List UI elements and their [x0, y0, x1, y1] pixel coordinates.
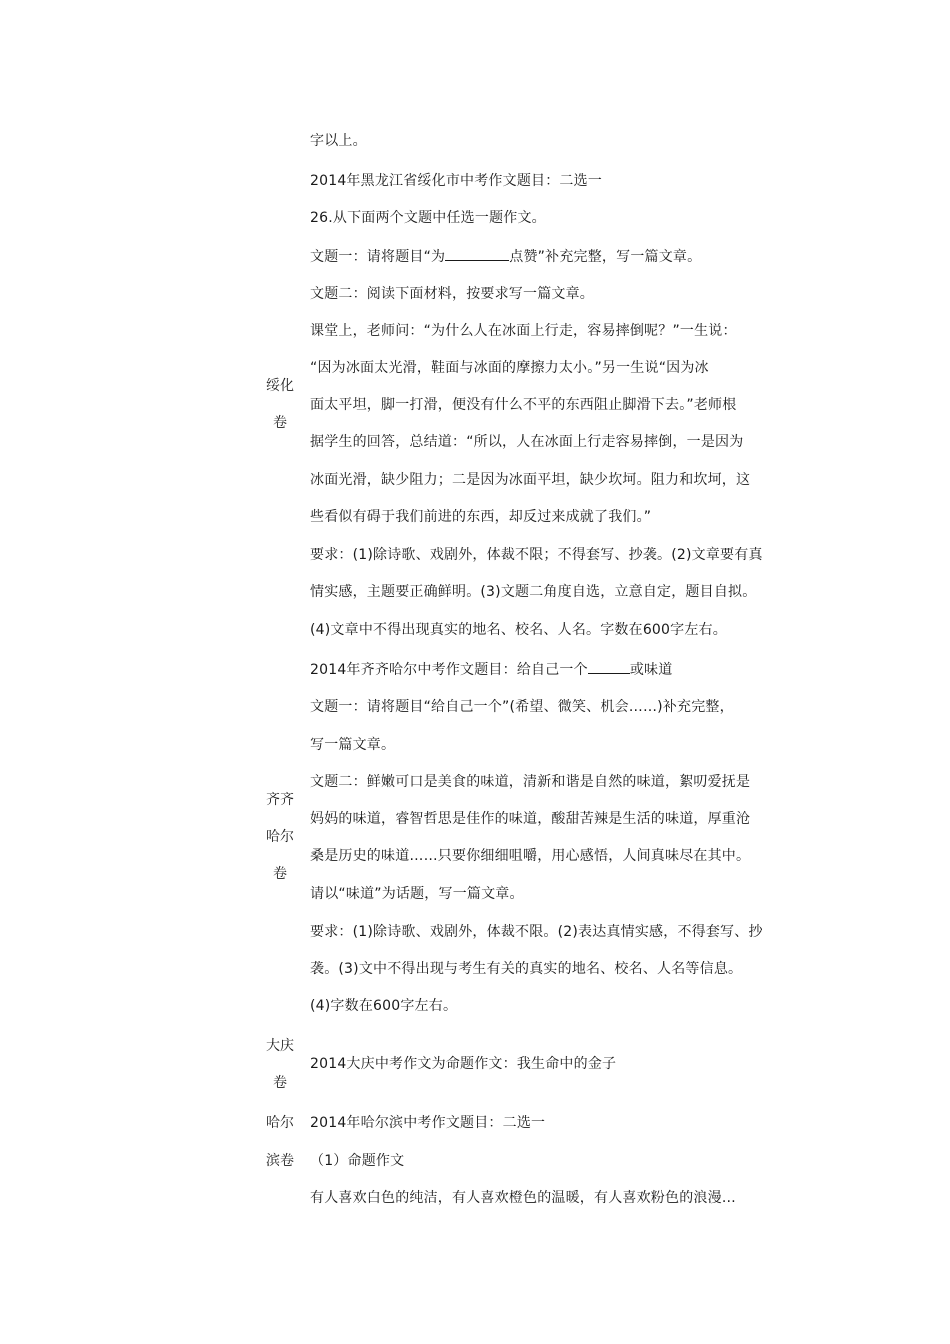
text-line: （1）命题作文 — [310, 1153, 405, 1169]
text-line: 要求：(1)除诗歌、戏剧外，体裁不限。(2)表达真情实感，不得套写、抄 — [310, 924, 763, 940]
text-line: “因为冰面太光滑，鞋面与冰面的摩擦力太小。”另一生说“因为冰 — [310, 360, 709, 376]
text-line: 文题二：阅读下面材料，按要求写一篇文章。 — [310, 286, 594, 302]
text-segment: 或味道 — [629, 662, 673, 678]
text-line: 请以“味道”为话题，写一篇文章。 — [310, 886, 524, 902]
text-line: 有人喜欢白色的纯洁，有人喜欢橙色的温暖，有人喜欢粉色的浪漫… — [310, 1190, 736, 1206]
text-line: 写一篇文章。 — [310, 737, 396, 753]
text-segment: 文题一：请将题目“为 — [310, 249, 446, 265]
section-label-daqing-2: 卷 — [273, 1075, 287, 1091]
text-line-with-blank — [310, 659, 740, 680]
section-label-harbin: 哈尔 — [266, 1115, 294, 1131]
section-label-qiqihar-2: 哈尔 — [266, 829, 294, 845]
text-line: 据学生的回答，总结道：“所以，人在冰面上行走容易摔倒，一是因为 — [310, 434, 744, 450]
text-line: 2014年哈尔滨中考作文题目：二选一 — [310, 1115, 546, 1131]
section-label-suihua-2: 卷 — [273, 415, 287, 431]
text-line: (4)字数在600字左右。 — [310, 998, 458, 1014]
text-line: 冰面光滑，缺少阻力；二是因为冰面平坦，缺少坎坷。阻力和坎坷，这 — [310, 472, 751, 488]
text-line: 文题二：鲜嫩可口是美食的味道，清新和谐是自然的味道，絮叨爱抚是 — [310, 774, 751, 790]
text-line: 情实感，主题要正确鲜明。(3)文题二角度自选，立意自定，题目自拟。 — [310, 584, 757, 600]
text-segment: 2014年齐齐哈尔中考作文题目：给自己一个 — [310, 662, 588, 678]
text-line: 面太平坦，脚一打滑，便没有什么不平的东西阻止脚滑下去。”老师根 — [310, 397, 737, 413]
text-line: 桑是历史的味道……只要你细细咀嚼，用心感悟，人间真味尽在其中。 — [310, 848, 751, 864]
text-line: 文题一：请将题目“给自己一个”(希望、微笑、机会……)补充完整， — [310, 699, 734, 715]
fill-in-blank — [588, 659, 630, 674]
text-line: 袭。(3)文中不得出现与考生有关的真实的地名、校名、人名等信息。 — [310, 961, 743, 977]
section-label-harbin-2: 滨卷 — [266, 1153, 294, 1169]
text-line: 些看似有碍于我们前进的东西，却反过来成就了我们。” — [310, 509, 652, 525]
section-label-suihua: 绥化 — [266, 378, 294, 394]
text-line: 妈妈的味道，睿智哲思是佳作的味道，酸甜苦辣是生活的味道，厚重沧 — [310, 811, 751, 827]
text-segment: 点赞”补充完整，写一篇文章。 — [509, 249, 702, 265]
section-label-qiqihar: 齐齐 — [266, 792, 294, 808]
section-label-qiqihar-3: 卷 — [273, 866, 287, 882]
text-line: (4)文章中不得出现真实的地名、校名、人名。字数在600字左右。 — [310, 622, 727, 638]
text-line: 字以上。 — [310, 133, 367, 149]
fill-in-blank — [445, 246, 509, 261]
text-line-with-blank — [310, 246, 740, 267]
text-line: 2014大庆中考作文为命题作文：我生命中的金子 — [310, 1056, 617, 1072]
text-line: 课堂上，老师问：“为什么人在冰面上行走，容易摔倒呢？”一生说： — [310, 323, 737, 339]
text-line: 要求：(1)除诗歌、戏剧外，体裁不限；不得套写、抄袭。(2)文章要有真 — [310, 547, 763, 563]
text-line: 26.从下面两个文题中任选一题作文。 — [310, 210, 546, 226]
section-label-daqing: 大庆 — [266, 1038, 294, 1054]
text-line: 2014年黑龙江省绥化市中考作文题目：二选一 — [310, 173, 603, 189]
